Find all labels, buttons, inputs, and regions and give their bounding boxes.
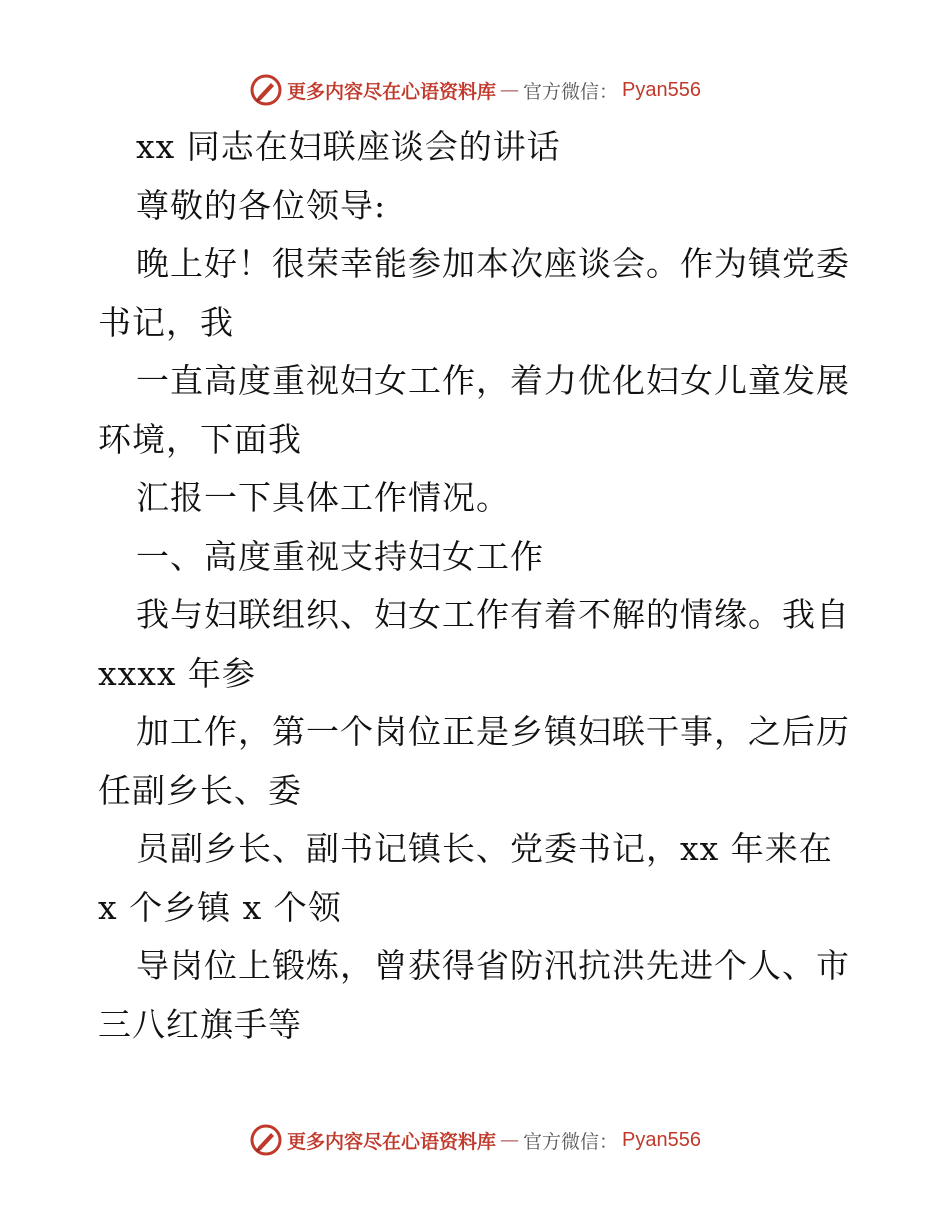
banner-wechat-id: Pyan556 bbox=[622, 1128, 701, 1151]
banner-wechat-label: 官方微信： bbox=[523, 80, 619, 103]
text-line: 晚上好！很荣幸能参加本次座谈会。作为镇党委 bbox=[136, 244, 850, 283]
banner-wechat-label: 官方微信： bbox=[523, 1130, 619, 1153]
footer-banner bbox=[0, 1120, 950, 1160]
header-banner bbox=[0, 70, 950, 110]
banner-content bbox=[249, 1123, 701, 1157]
text-line: 环境，下面我 bbox=[98, 419, 302, 459]
banner-wechat-id: Pyan556 bbox=[622, 78, 701, 101]
text-line: 书记，我 bbox=[98, 302, 234, 342]
banner-separator: — bbox=[500, 79, 520, 101]
text-line: 汇报一下具体工作情况。 bbox=[136, 478, 510, 517]
document-body bbox=[98, 118, 858, 1054]
text-line: 一直高度重视妇女工作，着力优化妇女儿童发展 bbox=[136, 361, 850, 400]
pen-logo-icon bbox=[249, 73, 283, 107]
text-line: 加工作，第一个岗位正是乡镇妇联干事，之后历 bbox=[136, 712, 850, 751]
text-line: x 个乡镇 x 个领 bbox=[98, 887, 342, 927]
banner-separator: — bbox=[500, 1129, 520, 1151]
banner-content bbox=[249, 73, 701, 107]
text-line: 一、高度重视支持妇女工作 bbox=[136, 536, 544, 576]
banner-site-name: 更多内容尽在心语资料库 bbox=[287, 1130, 497, 1153]
text-line: xxxx 年参 bbox=[98, 653, 256, 693]
text-line: 任副乡长、委 bbox=[98, 770, 302, 810]
text-line: 员副乡长、副书记镇长、党委书记，xx 年来在 bbox=[136, 829, 833, 868]
text-line: 导岗位上锻炼，曾获得省防汛抗洪先进个人、市 bbox=[136, 946, 850, 985]
text-line: xx 同志在妇联座谈会的讲话 bbox=[136, 127, 561, 166]
text-line: 尊敬的各位领导: bbox=[136, 185, 387, 225]
text-line: 三八红旗手等 bbox=[98, 1004, 302, 1044]
text-line: 我与妇联组织、妇女工作有着不解的情缘。我自 bbox=[136, 595, 850, 634]
pen-logo-icon bbox=[249, 1123, 283, 1157]
banner-site-name: 更多内容尽在心语资料库 bbox=[287, 80, 497, 103]
